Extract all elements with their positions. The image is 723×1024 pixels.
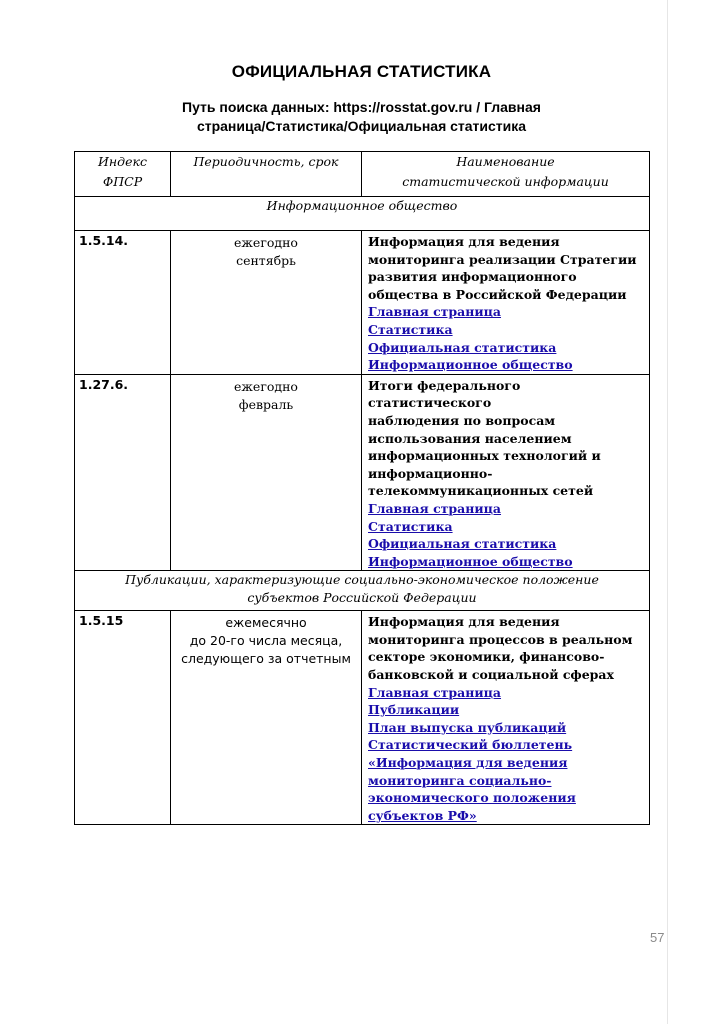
name-line: наблюдения по вопросам [368,412,556,428]
header-name-line-1: Наименование [456,154,555,169]
period-line: следующего за отчетным [181,651,351,667]
link-bulletin-title[interactable]: «Информация для ведения [368,755,568,771]
link-bulletin-title[interactable]: субъектов РФ» [368,807,477,823]
period-line: до 20-го числа месяца, [189,633,343,649]
statistics-table [74,151,650,825]
period-line: ежегодно [234,378,298,394]
header-period: Периодичность, срок [171,152,362,197]
section-title-information-society: Информационное общество [75,197,650,231]
row-period [171,374,362,571]
row-index: 1.5.15 [75,611,171,825]
link-publications[interactable]: Публикации [368,702,460,718]
subtitle-line-1: Путь поиска данных: https://rosstat.gov.ru / Главная [182,99,541,115]
name-line: телекоммуникационных сетей [368,483,594,499]
table-row [75,231,650,375]
section-title-publications [75,571,650,611]
link-information-society[interactable]: Информационное общество [368,357,573,373]
name-line: мониторинга реализации Стратегии [368,251,637,267]
row-name [362,231,650,375]
link-main-page[interactable]: Главная страница [368,500,502,516]
page-edge-line [667,0,668,1024]
name-line: Итоги федерального статистического [368,377,521,411]
name-line: мониторинга процессов в реальном [368,631,633,647]
name-line: банковской и социальной сферах [368,667,614,683]
link-statistics[interactable]: Статистика [368,321,453,337]
name-line: использования населением [368,430,572,446]
link-information-society[interactable]: Информационное общество [368,553,573,569]
period-line: февраль [238,396,294,412]
link-statistical-bulletin[interactable]: Статистический бюллетень [368,737,573,753]
table-header-row [75,152,650,197]
header-name [362,152,650,197]
name-line: Информация для ведения [368,234,560,249]
page-number: 57 [650,930,665,945]
name-line: Информация для ведения [368,614,560,630]
subtitle-line-2: страница/Статистика/Официальная статистика [196,118,527,134]
row-index: 1.5.14. [75,231,171,375]
period-line: сентябрь [236,253,296,268]
row-index: 1.27.6. [75,374,171,571]
row-name [362,611,650,825]
name-line: развития информационного [368,269,577,285]
header-index-line-2: ФПСР [102,174,143,189]
header-index [75,152,171,197]
header-name-line-2: статистической информации [402,174,609,189]
period-line: ежегодно [234,235,298,250]
row-period [171,231,362,375]
header-index-line-1: Индекс [98,154,147,169]
link-official-statistics[interactable]: Официальная статистика [368,339,557,355]
link-bulletin-title[interactable]: мониторинга социально- [368,772,552,788]
link-main-page[interactable]: Главная страница [368,304,502,320]
link-official-statistics[interactable]: Официальная статистика [368,536,557,552]
name-line: общества в Российской Федерации [368,286,627,302]
link-statistics[interactable]: Статистика [368,518,453,534]
page-title: ОФИЦИАЛЬНАЯ СТАТИСТИКА [231,62,492,81]
row-name [362,374,650,571]
page-subtitle [0,98,723,136]
name-line: информационных технологий и [368,448,601,464]
link-main-page[interactable]: Главная страница [368,684,502,700]
table-row [75,374,650,571]
section-title-line-1: Публикации, характеризующие социально-экономическое положение [125,572,599,588]
period-line: ежемесячно [225,615,307,631]
section-title-line-2: субъектов Российской Федерации [247,590,477,606]
table-row [75,611,650,825]
section-row [75,197,650,231]
name-line: секторе экономики, финансово- [368,649,605,665]
link-bulletin-title[interactable]: экономического положения [368,790,576,806]
section-row [75,571,650,611]
row-period [171,611,362,825]
name-line: информационно- [368,465,493,481]
link-publication-plan[interactable]: План выпуска публикаций [368,719,567,735]
